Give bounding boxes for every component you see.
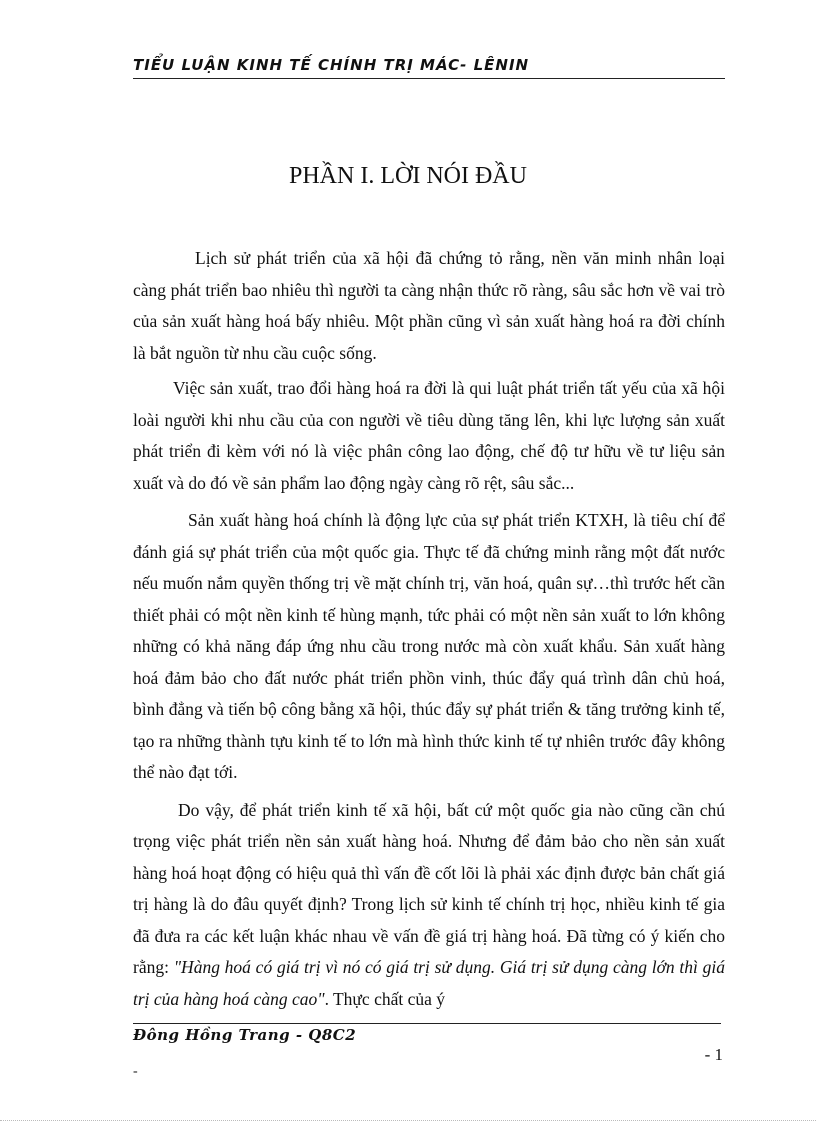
page-number: - 1: [704, 1045, 723, 1064]
paragraph-2: Việc sản xuất, trao đổi hàng hoá ra đời là qui luật phát triển tất yếu của xã hội loài người khi nhu cầu của con người về tiêu dùng tăng lên, khi lực lượng sản xuất phát triển đi kèm với nó là việc phân công lao động, chế độ tư hữu về tư liệu sản xuất và do đó về sản phẩm lao động ngày càng rõ rệt, sâu sắc...: [133, 378, 725, 493]
paragraph-4: [133, 795, 725, 1016]
footer-rule: [133, 1023, 721, 1024]
section-title: PHẦN I. LỜI NÓI ĐẦU: [289, 163, 527, 189]
header-title: TIỂU LUẬN KINH TẾ CHÍNH TRỊ MÁC- LÊNIN: [133, 56, 530, 74]
body-text: [133, 243, 725, 1015]
paragraph-4-text: Do vậy, để phát triển kinh tế xã hội, bất cứ một quốc gia nào cũng cần chú trọng việc phát triển nền sản xuất hàng hoá. Nhưng để đảm bảo cho nền sản xuất hàng hoá hoạt động có hiệu quả thì vấn đề cốt lõi là phải xác định được bản chất giá trị hàng là do đâu quyết định? Trong lịch sử kinh tế chính trị học, nhiều kinh tế gia đã đưa ra các kết luận khác nhau về vấn đề giá trị hàng hoá. Đã từng có ý kiến cho rằng:: [133, 799, 725, 977]
running-header: [133, 56, 725, 79]
page-edge-divider: [0, 1120, 816, 1121]
paragraph-4-tail: . Thực chất của ý: [324, 988, 445, 1009]
paragraph-1: Lịch sử phát triển của xã hội đã chứng tỏ rằng, nền văn minh nhân loại càng phát triển bao nhiêu thì người ta càng nhận thức rõ ràng, sâu sắc hơn về vai trò của sản xuất hàng hoá bấy nhiêu. Một phần cũng vì sản xuất hàng hoá ra đời chính là bắt nguồn từ nhu cầu cuộc sống.: [133, 248, 725, 363]
paragraph-4-quote: "Hàng hoá có giá trị vì nó có giá trị sử dụng. Giá trị sử dụng càng lớn thì giá trị của hàng hoá càng cao": [133, 957, 725, 1009]
footer-author: Đông Hồng Trang - Q8C2: [133, 1026, 357, 1044]
paragraph-3: Sản xuất hàng hoá chính là động lực của sự phát triển KTXH, là tiêu chí để đánh giá sự phát triển của một quốc gia. Thực tế đã chứng minh rằng một đất nước nếu muốn nắm quyền thống trị về mặt chính trị, văn hoá, quân sự…thì trước hết cần thiết phải có một nền kinh tế hùng mạnh, tức phải có một nền sản xuất to lớn không những có khả năng đáp ứng nhu cầu trong nước mà còn xuất khẩu. Sản xuất hàng hoá đảm bảo cho đất nước phát triển phồn vinh, thúc đẩy quá trình dân chủ hoá, bình đẳng và tiến bộ công bằng xã hội, thúc đẩy sự phát triển & tăng trưởng kinh tế, tạo ra những thành tựu kinh tế to lớn mà hình thức kinh tế tự nhiên trước đây không thể nào đạt tới.: [133, 510, 725, 782]
footer-dash: -: [133, 1064, 138, 1079]
